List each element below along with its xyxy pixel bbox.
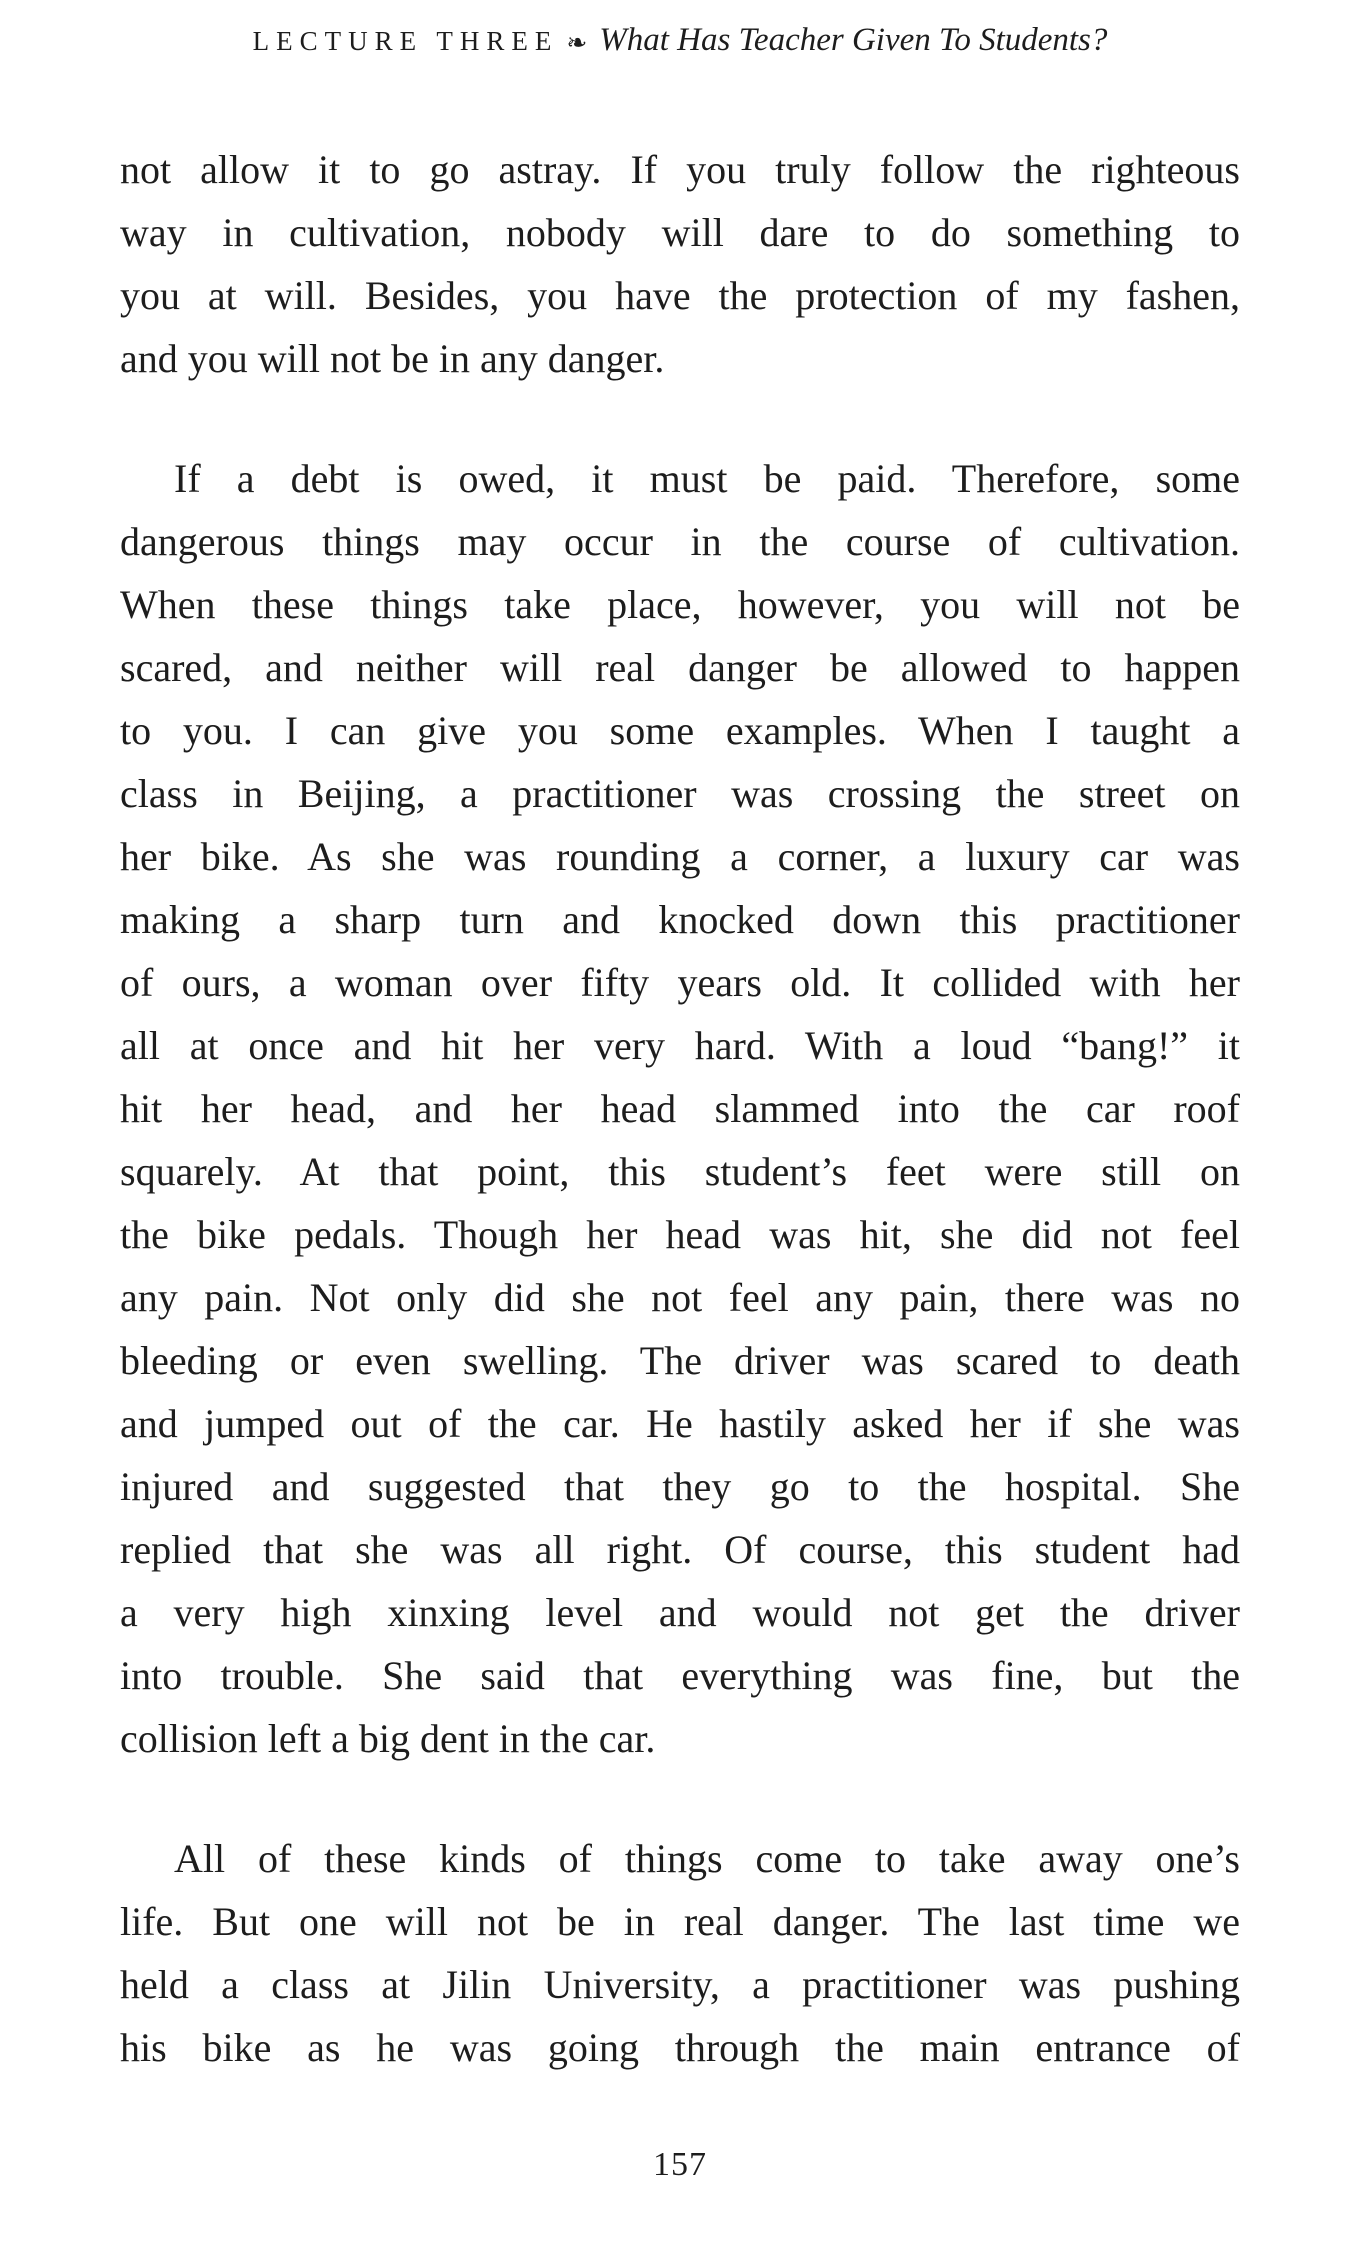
text-line: bleeding or even swelling. The driver was scared to death [120,1338,1240,1383]
text-line: any pain. Not only did she not feel any pain, there was no [120,1275,1240,1320]
text-line: If a debt is owed, it must be paid. Therefore, some [174,456,1240,501]
text-line: and you will not be in any danger. [120,336,665,381]
text-line: into trouble. She said that everything was fine, but the [120,1653,1240,1698]
text-line: of ours, a woman over fifty years old. It collided with her [120,960,1240,1005]
text-line: replied that she was all right. Of course, this student had [120,1527,1240,1572]
text-line: When these things take place, however, you will not be [120,582,1240,627]
page-number: 157 [653,2146,707,2183]
text-line: collision left a big dent in the car. [120,1716,656,1761]
fleuron-ornament-icon: ❧ [566,28,588,57]
running-header [0,22,1360,59]
text-line: class in Beijing, a practitioner was crossing the street on [120,771,1240,816]
lecture-label: LECTURE THREE [252,26,559,56]
text-line: her bike. As she was rounding a corner, a luxury car was [120,834,1240,879]
text-line: not allow it to go astray. If you truly follow the righteous [120,147,1240,192]
text-line: dangerous things may occur in the course of cultivation. [120,519,1240,564]
text-line: the bike pedals. Though her head was hit, she did not feel [120,1212,1240,1257]
paragraph [120,1827,1240,2079]
text-line: injured and suggested that they go to the hospital. She [120,1464,1240,1509]
text-line: to you. I can give you some examples. When I taught a [120,708,1240,753]
text-line: life. But one will not be in real danger. The last time we [120,1899,1240,1944]
body-text [120,138,1240,2079]
text-line: squarely. At that point, this student’s feet were still on [120,1149,1240,1194]
text-line: you at will. Besides, you have the protection of my fashen, [120,273,1240,318]
text-line: held a class at Jilin University, a practitioner was pushing [120,1962,1240,2007]
text-line: scared, and neither will real danger be allowed to happen [120,645,1240,690]
text-line: way in cultivation, nobody will dare to do something to [120,210,1240,255]
text-line: All of these kinds of things come to take away one’s [174,1836,1240,1881]
paragraph [120,447,1240,1770]
paragraph [120,138,1240,390]
text-line: and jumped out of the car. He hastily asked her if she was [120,1401,1240,1446]
text-line: all at once and hit her very hard. With a loud “bang!” it [120,1023,1240,1068]
text-line: hit her head, and her head slammed into the car roof [120,1086,1240,1131]
chapter-title: What Has Teacher Given To Students? [599,22,1108,58]
text-line: a very high xinxing level and would not get the driver [120,1590,1240,1635]
text-line: his bike as he was going through the main entrance of [120,2025,1240,2070]
text-line: making a sharp turn and knocked down this practitioner [120,897,1240,942]
